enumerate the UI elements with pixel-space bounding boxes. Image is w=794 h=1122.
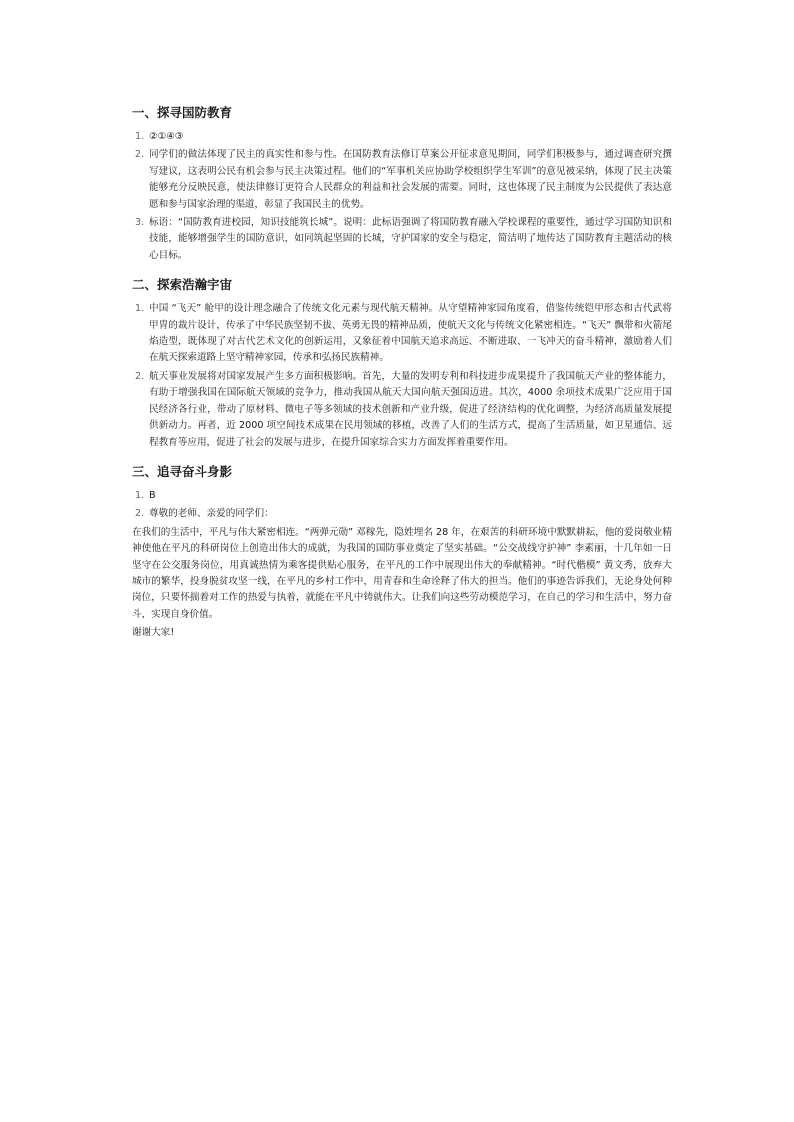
list-number: 1. [135, 303, 145, 315]
section-heading: 三、追寻奋斗身影 [132, 463, 233, 479]
list-item [132, 488, 672, 504]
list-number: 1. [135, 131, 145, 142]
section-heading: 一、探寻国防教育 [132, 105, 233, 120]
section-striving [132, 463, 672, 642]
list-item-text: 尊敬的老师、亲爱的同学们： [149, 508, 274, 520]
list-item-text: 同学们的做法体现了民主的真实性和参与性。在国防教育法修订草案公开征求意见期间，同学们积极参与，通过调查研究撰写建议，这表明公民有机会参与民主决策过程。他们的“军事机关应协助学校组织学生军训”的意见被采纳，体现了民主决策能够充分反映民意，使法律修订更符合人民群众的利益和社会发展的需要。同时，这也体现了民主制度为公民提供了表达意愿和参与国家治理的渠道，彰显了我国民主的优势。 [149, 149, 672, 210]
list-number: 2. [135, 149, 145, 161]
list-item-text: 航天事业发展将对国家发展产生多方面积极影响。首先，大量的发明专利和科技进步成果提升了我国航天产业的整体能力，有助于增强我国在国际航天领域的竞争力，推动我国从航天大国向航天强国迈进。其次，4000 余项技术成果广泛应用于国民经济各行业，带动了原材料、微电子等多领域的技术创新和产业升级，促进了经济结构的优化调整，为经济高质量发展提供新动力。再者，近 2000 项空间技术成果在民用领域的移植，改善了人们的生活方式，提高了生活质量，如卫星通信、远程教育等应用，促进了社会的发展与进步，在提升国家综合实力方面发挥着重要作用。 [149, 370, 672, 448]
list-item-text: 标语：“国防教育进校园，知识技能筑长城”。说明：此标语强调了将国防教育融入学校课程的重要性，通过学习国防知识和技能，能够增强学生的国防意识，如同筑起坚固的长城，守护国家的安全与稳定，简洁明了地传达了国防教育主题活动的核心目标。 [149, 217, 672, 261]
list-item [132, 147, 672, 213]
list-item-text: ②①④③ [149, 131, 184, 142]
section-universe [132, 276, 672, 451]
list-item [132, 129, 672, 145]
answer-list [132, 301, 672, 451]
list-number: 2. [135, 508, 145, 520]
list-item [132, 301, 672, 367]
speech-paragraph: 在我们的生活中，平凡与伟大紧密相连。“两弹元勋” 邓稼先，隐姓埋名 28 年，在艰苦的科研环境中默默耕耘，他的爱岗敬业精神使他在平凡的科研岗位上创造出伟大的成就，为我国的国防事业奠定了坚实基础。“公交战线守护神” 李素丽，十几年如一日坚守在公交服务岗位，用真诚热情为乘客提供贴心服务，在平凡的工作中展现出伟大的奉献精神。“时代楷模” 黄文秀，放弃大城市的繁华，投身脱贫攻坚一线，在平凡的乡村工作中，用青春和生命诠释了伟大的担当。他们的事迹告诉我们，无论身处何种岗位，只要怀揣着对工作的热爱与执着，就能在平凡中铸就伟大。让我们向这些劳动模范学习，在自己的学习和生活中，努力奋斗，实现自身价值。 [132, 526, 672, 620]
document-page [132, 104, 672, 654]
section-heading: 二、探索浩瀚宇宙 [132, 277, 233, 293]
speech-closing: 谢谢大家! [132, 627, 175, 639]
answer-list [132, 488, 672, 523]
answer-list [132, 129, 672, 264]
list-number: 1. [135, 489, 145, 501]
list-item [132, 506, 672, 522]
section-national-defense [132, 104, 672, 264]
list-item-text: 中国 “飞天” 舱甲的设计理念融合了传统文化元素与现代航天精神。从守望精神家园角度看，借鉴传统铠甲形态和古代武将甲胄的裁片设计，传承了中华民族坚韧不拔、英勇无畏的精神品质，使航天文化与传统文化紧密相连。“飞天” 飘带和火箭尾焰造型，既体现了对古代艺术文化的创新运用，又象征着中国航天追求高远、不断进取、一飞冲天的奋斗精神，激励着人们在航天探索道路上坚守精神家园，传承和弘扬民族精神。 [149, 303, 672, 364]
list-item-text: B [149, 489, 156, 501]
list-number: 3. [135, 217, 145, 229]
list-item [132, 215, 672, 264]
list-number: 2. [135, 370, 145, 382]
list-item [132, 369, 672, 451]
